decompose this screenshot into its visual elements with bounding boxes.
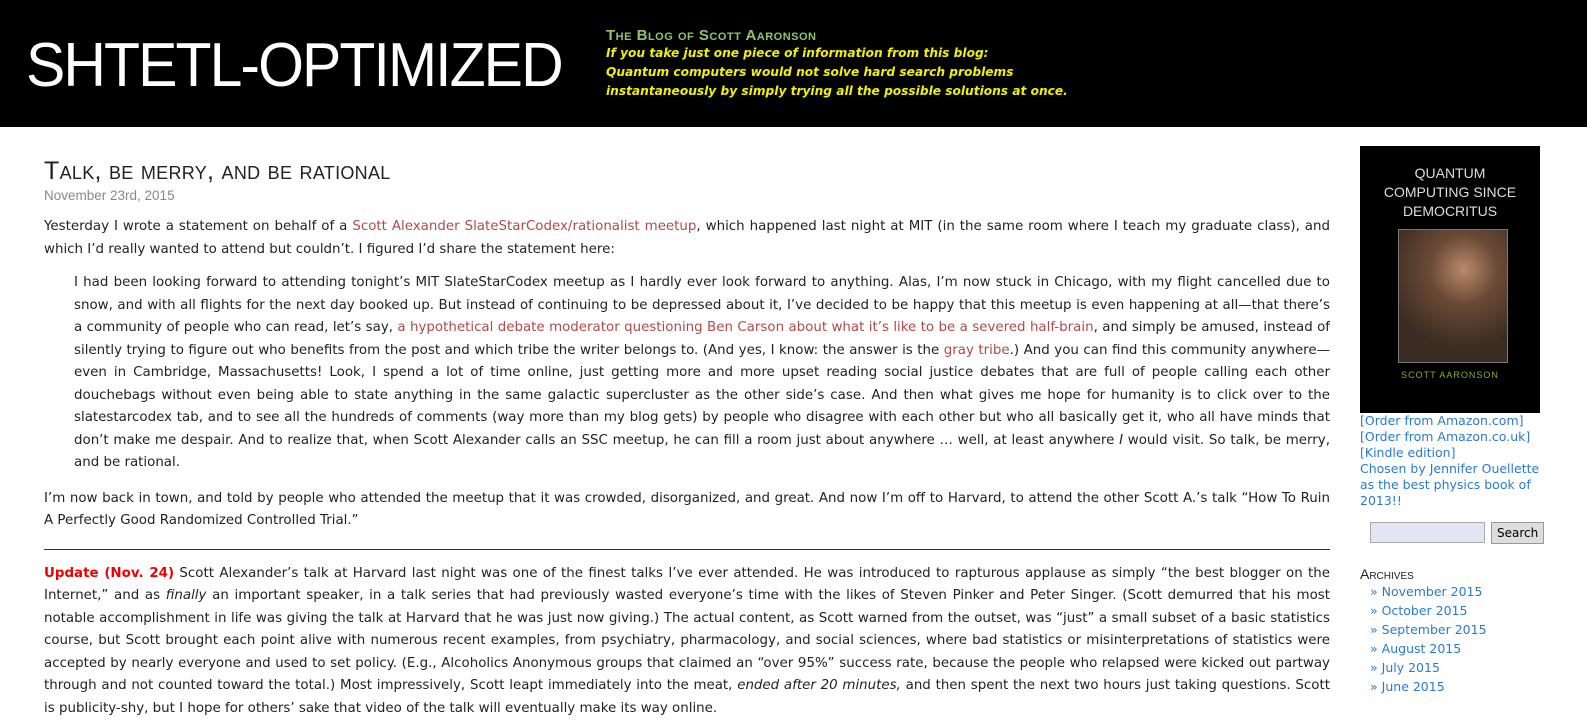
inline-link[interactable]: a hypothetical debate moderator questioning Ben Carson about what it’s like to be a severed half-brain [397,320,1093,335]
book-author: SCOTT AARONSON [1360,370,1540,380]
bullet-icon: » [1370,660,1378,675]
text-segment: , which happened last night at MIT (in the same room where I teach my graduate class), and which I’d really wanted to attend but couldn’t. I figured I’d share the statement here: [44,219,1330,257]
tagline-line: Quantum computers would not solve hard search problems [606,63,1068,82]
award-line[interactable]: as the best physics book of [1360,477,1570,493]
update-label: Update (Nov. 24) [44,566,174,581]
sidebar [1360,146,1570,696]
bullet-icon: » [1370,622,1378,637]
archive-item [1370,677,1570,696]
bullet-icon: » [1370,603,1378,618]
search-input[interactable] [1370,522,1485,543]
post-update [44,563,1330,720]
paragraph [44,563,1330,720]
post-body [44,216,1330,533]
text-segment: .) And you can find this community anywhere—even in Cambridge, Massachusetts! Look, I spend a lot of time online, just getting more and more upset reading social justice debates that are full of people calling each other douchebags without even being able to state anything in the same galactic supercluster as the other side’s case. And then what gives me hope for humanity is to click over to the slatestarcodex tab, and to see all the hundreds of comments (way more than my blog gets) by people who disagree with each other but who all basically get it, who all have minds that don’t make me despair. And to realize that, when Scott Alexander calls an SSC meetup, he can fill a room just about anywhere … well, at least anywhere [74,343,1330,448]
text-segment: and then spent the next two hours just taking questions. Scott is publicity-shy, but I hope for others’ sake that video of the talk will eventually make its way online. [44,678,1330,716]
tagline-line: instantaneously by simply trying all the possible solutions at once. [606,82,1068,101]
inline-link[interactable]: Scott Alexander SlateStarCodex/rationalist meetup [352,219,696,234]
archive-item [1370,601,1570,620]
archive-link[interactable]: November 2015 [1382,584,1483,599]
tagline [606,27,1068,101]
text-segment: , and simply be amused, instead of silently trying to figure out who benefits from the post and which tribe the writer belongs to. (And yes, I know: the answer is the [74,320,1330,358]
award-line[interactable]: Chosen by Jennifer Ouellette [1360,461,1570,477]
text-segment: I [1119,433,1123,448]
inline-link[interactable]: gray tribe [944,343,1010,358]
text-segment: finally [166,588,207,603]
archive-link[interactable]: September 2015 [1382,622,1487,637]
book-title-line: QUANTUM [1360,164,1540,183]
archives-heading: Archives [1360,566,1570,582]
site-header [0,0,1587,127]
text-segment: I’m now back in town, and told by people who attended the meetup that it was crowded, disorganized, and great. And now I’m off to Harvard, to attend the other Scott A.’s talk “How To Ruin A Perfectly Good Randomized Controlled Trial.” [44,491,1330,529]
archives-list [1360,582,1570,696]
divider [44,549,1330,550]
archive-item [1370,582,1570,601]
tagline-line: If you take just one piece of information from this blog: [606,44,1068,63]
blog-subtitle: The Blog of Scott Aaronson [606,27,1068,44]
book-painting [1398,229,1508,363]
search-form [1370,522,1570,544]
paragraph [44,488,1330,533]
book-title [1360,146,1540,221]
search-button[interactable]: Search [1491,522,1544,544]
archive-link[interactable]: July 2015 [1382,660,1440,675]
award-line[interactable]: 2013!! [1360,493,1570,509]
archive-item [1370,658,1570,677]
bullet-icon: » [1370,679,1378,694]
text-segment: I had been looking forward to attending tonight’s MIT SlateStarCodex meetup as I hardly ever look forward to anything. Alas, I’m now stuck in Chicago, with my flight cancelled due to snow, and with all flights for the next day booked up. But instead of continuing to be depressed about it, I’ve decided to be happy that this meetup is even happening at all—that there’s a community of people who can read, let’s say, [74,275,1330,335]
paragraph [44,216,1330,261]
order-amazon-com-link[interactable]: [Order from Amazon.com] [1360,413,1570,429]
text-segment: Yesterday I wrote a statement on behalf of a [44,219,352,234]
order-amazon-uk-link[interactable]: [Order from Amazon.co.uk] [1360,429,1570,445]
bullet-icon: » [1370,584,1378,599]
text-segment: would visit. So talk, be merry, and be rational. [74,433,1330,471]
book-cover-image[interactable] [1360,146,1540,413]
post [44,157,1330,720]
post-date: November 23rd, 2015 [44,188,1330,203]
paragraph [74,272,1330,475]
text-segment: ended after 20 minutes, [737,678,901,693]
archive-link[interactable]: August 2015 [1382,641,1462,656]
post-title[interactable]: Talk, be merry, and be rational [44,157,1330,186]
book-award-note[interactable] [1360,461,1570,509]
book-title-line: DEMOCRITUS [1360,202,1540,221]
bullet-icon: » [1370,641,1378,656]
text-segment: Scott Alexander’s talk at Harvard last night was one of the finest talks I’ve ever attended. He was introduced to rapturous applause as simply “the best blogger on the Internet,” and as [44,566,1330,604]
archive-item [1370,639,1570,658]
archive-item [1370,620,1570,639]
archive-link[interactable]: October 2015 [1382,603,1468,618]
text-segment: an important speaker, in a talk series that had previously wasted everyone’s time with the likes of Steven Pinker and Peter Singer. (Scott demurred that his most notable accomplishment in life was giving the talk at Harvard that he was just now giving.) The actual content, as Scott warned from the outset, was “just” a small subset of a basic statistics course, but Scott brought each point alive with numerous recent examples, from psychiatry, pharmacology, and social sciences, where bad statistics or misinterpretations of statistics were accepted by nearly everyone and used to set policy. (E.g., Alcoholics Anonymous groups that claimed an “over 95%” success rate, because the people who relapsed were kicked out partway through and not counted toward the total.) Most impressively, Scott leapt immediately into the meat, [44,588,1330,693]
kindle-edition-link[interactable]: [Kindle edition] [1360,445,1570,461]
book-title-line: COMPUTING SINCE [1360,183,1540,202]
site-title[interactable]: SHTETL-OPTIMIZED [26,30,562,101]
archive-link[interactable]: June 2015 [1382,679,1445,694]
